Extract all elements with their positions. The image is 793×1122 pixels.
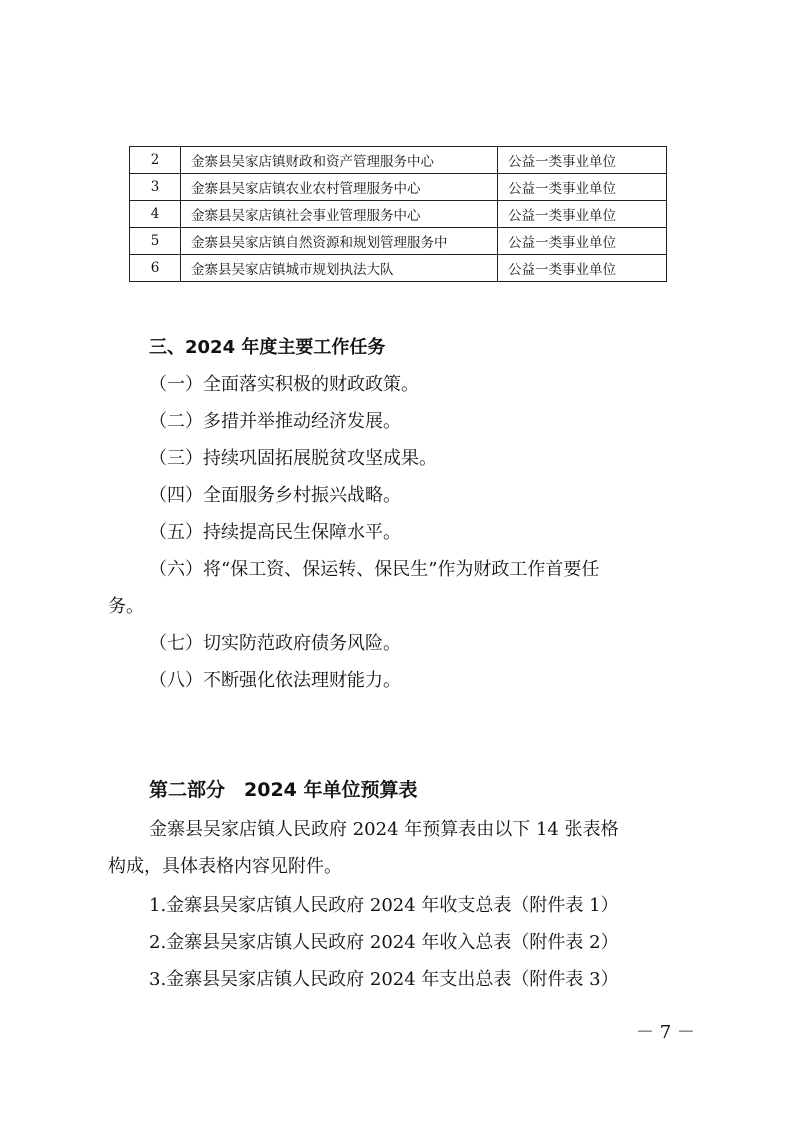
unit-name-cell: 金寨县吴家店镇社会事业管理服务中心	[181, 201, 498, 228]
budget-table-item-3: 3.金寨县吴家店镇人民政府 2024 年支出总表（附件表 3）	[149, 969, 619, 990]
table-row	[130, 174, 667, 201]
unit-name-cell: 金寨县吴家店镇财政和资产管理服务中心	[181, 147, 498, 174]
unit-type-cell: 公益一类事业单位	[498, 228, 667, 255]
table-row	[130, 147, 667, 174]
task-item-3: （三）持续巩固拓展脱贫攻坚成果。	[149, 448, 437, 469]
budget-table-item-1: 1.金寨县吴家店镇人民政府 2024 年收支总表（附件表 1）	[149, 895, 619, 916]
unit-type-cell: 公益一类事业单位	[498, 255, 667, 282]
task-item-6: （六）将“保工资、保运转、保民生”作为财政工作首要任	[149, 559, 600, 580]
unit-name-cell: 金寨县吴家店镇城市规划执法大队	[181, 255, 498, 282]
task-item-1: （一）全面落实积极的财政政策。	[149, 374, 419, 395]
task-item-7: （七）切实防范政府债务风险。	[149, 633, 401, 654]
row-number-cell: 5	[130, 228, 181, 255]
task-item-4: （四）全面服务乡村振兴战略。	[149, 485, 401, 506]
task-item-2: （二）多措并举推动经济发展。	[149, 411, 401, 432]
task-item-8: （八）不断强化依法理财能力。	[149, 670, 401, 691]
part2-intro-line2: 构成，具体表格内容见附件。	[108, 856, 342, 877]
page-number: － 7 －	[636, 1022, 695, 1043]
section3-title: 三、2024 年度主要工作任务	[149, 337, 386, 358]
task-item-6-continued: 务。	[108, 596, 144, 617]
part2-intro-line1: 金寨县吴家店镇人民政府 2024 年预算表由以下 14 张表格	[149, 819, 619, 840]
row-number-cell: 6	[130, 255, 181, 282]
budget-table-item-2: 2.金寨县吴家店镇人民政府 2024 年收入总表（附件表 2）	[149, 932, 619, 953]
units-table-body	[130, 147, 667, 282]
row-number-cell: 3	[130, 174, 181, 201]
unit-name-cell: 金寨县吴家店镇自然资源和规划管理服务中	[181, 228, 498, 255]
table-row	[130, 228, 667, 255]
unit-type-cell: 公益一类事业单位	[498, 201, 667, 228]
unit-name-cell: 金寨县吴家店镇农业农村管理服务中心	[181, 174, 498, 201]
units-table	[129, 146, 667, 282]
unit-type-cell: 公益一类事业单位	[498, 174, 667, 201]
table-row	[130, 201, 667, 228]
row-number-cell: 2	[130, 147, 181, 174]
row-number-cell: 4	[130, 201, 181, 228]
unit-type-cell: 公益一类事业单位	[498, 147, 667, 174]
task-item-5: （五）持续提高民生保障水平。	[149, 522, 401, 543]
table-row	[130, 255, 667, 282]
part2-title: 第二部分 2024 年单位预算表	[149, 779, 418, 801]
